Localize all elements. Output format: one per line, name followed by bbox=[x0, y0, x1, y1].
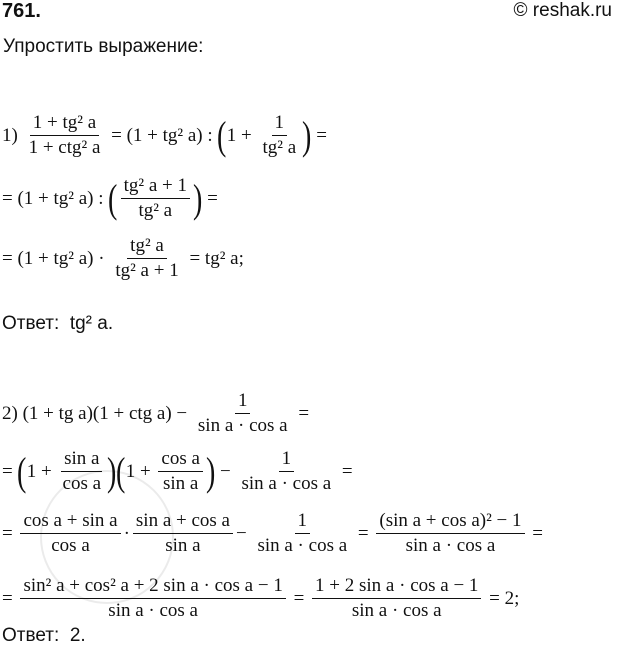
fraction bbox=[195, 390, 291, 437]
math-text: 2) (1 + tg a)(1 + ctg a) − bbox=[2, 402, 192, 424]
equation-line bbox=[2, 448, 353, 495]
math-text: − bbox=[215, 460, 236, 482]
equation-line bbox=[2, 510, 543, 557]
denominator: sin a · cos a bbox=[241, 473, 332, 494]
numerator: tg² a + 1 bbox=[121, 175, 190, 199]
fraction bbox=[312, 575, 481, 622]
answer-line bbox=[2, 313, 113, 335]
math-text: = bbox=[353, 522, 374, 544]
answer-line bbox=[2, 625, 86, 647]
equation-line bbox=[2, 235, 244, 282]
numerator: sin² a + cos² a + 2 sin a · cos a − 1 bbox=[20, 575, 285, 599]
numerator: cos a + sin a bbox=[20, 510, 120, 534]
fraction bbox=[254, 510, 350, 557]
numerator: cos a bbox=[158, 448, 203, 472]
math-text: = bbox=[288, 587, 310, 609]
fraction bbox=[238, 448, 334, 495]
math-text: = bbox=[202, 187, 218, 209]
denominator: tg² a + 1 bbox=[115, 260, 179, 281]
math-text: = bbox=[2, 522, 18, 544]
denominator: sin a bbox=[165, 535, 201, 556]
numerator: sin a + cos a bbox=[133, 510, 233, 534]
numerator: 1 bbox=[279, 448, 295, 472]
fraction bbox=[60, 448, 105, 495]
big-paren: ( bbox=[217, 112, 227, 158]
math-text: = bbox=[2, 460, 18, 482]
big-paren: ) bbox=[205, 448, 216, 494]
equation-line bbox=[2, 390, 309, 437]
math-text: 1 + bbox=[226, 124, 257, 146]
denominator: tg² a bbox=[262, 137, 297, 158]
math-text: = (1 + tg² a) : bbox=[2, 187, 109, 209]
big-paren: ) bbox=[107, 448, 117, 494]
math-text: = bbox=[337, 460, 353, 482]
fraction bbox=[376, 510, 524, 557]
denominator: 1 + ctg² a bbox=[28, 137, 101, 158]
numerator: 1 bbox=[235, 390, 251, 414]
fraction bbox=[158, 448, 203, 495]
fraction bbox=[20, 510, 120, 557]
denominator: cos a bbox=[51, 535, 90, 556]
numerator: 1 + tg² a bbox=[30, 112, 99, 136]
numerator: 1 bbox=[295, 510, 311, 534]
equation-line bbox=[2, 575, 519, 622]
big-paren: ( bbox=[108, 175, 118, 221]
big-paren: ( bbox=[116, 448, 126, 494]
math-text: Ответ: tg² a. bbox=[2, 313, 114, 334]
denominator: sin a · cos a bbox=[257, 535, 348, 556]
big-paren: ) bbox=[192, 175, 203, 221]
fraction bbox=[20, 575, 285, 622]
denominator: cos a bbox=[62, 473, 102, 494]
math-text: = bbox=[2, 587, 18, 609]
fraction bbox=[121, 175, 190, 222]
equation-line bbox=[2, 112, 327, 159]
math-text: = (1 + tg² a) : bbox=[106, 124, 218, 146]
task-statement: Упростить выражение: bbox=[3, 36, 204, 57]
site-label: © reshak.ru bbox=[513, 0, 612, 21]
denominator: sin a bbox=[162, 473, 199, 494]
denominator: sin a · cos a bbox=[405, 535, 496, 556]
math-text: = bbox=[293, 402, 310, 424]
math-text: · bbox=[123, 522, 130, 544]
numerator: 1 + 2 sin a · cos a − 1 bbox=[312, 575, 481, 599]
math-text: Ответ: 2. bbox=[2, 625, 86, 646]
task-number: 761. bbox=[2, 0, 41, 22]
math-text: 1 + bbox=[26, 460, 57, 482]
equation-line bbox=[2, 175, 218, 222]
math-text: 1) bbox=[2, 124, 23, 146]
math-text: − bbox=[235, 522, 252, 544]
big-paren: ) bbox=[302, 112, 312, 158]
math-text: = 2; bbox=[484, 587, 520, 609]
fraction bbox=[112, 235, 181, 282]
math-text: 1 + bbox=[125, 460, 156, 482]
fraction bbox=[26, 112, 104, 159]
math-text: = bbox=[311, 124, 327, 146]
numerator: 1 bbox=[272, 112, 288, 136]
math-text: = tg² a; bbox=[184, 247, 244, 269]
numerator: (sin a + cos a)² − 1 bbox=[376, 510, 524, 534]
fraction bbox=[259, 112, 299, 159]
math-text: = (1 + tg² a) · bbox=[2, 247, 110, 269]
denominator: sin a · cos a bbox=[108, 600, 198, 621]
numerator: sin a bbox=[61, 448, 102, 472]
denominator: sin a · cos a bbox=[351, 600, 442, 621]
numerator: tg² a bbox=[127, 235, 167, 259]
fraction bbox=[133, 510, 233, 557]
denominator: sin a · cos a bbox=[197, 415, 288, 436]
math-text: = bbox=[527, 522, 543, 544]
big-paren: ( bbox=[17, 448, 27, 494]
denominator: tg² a bbox=[138, 200, 173, 221]
